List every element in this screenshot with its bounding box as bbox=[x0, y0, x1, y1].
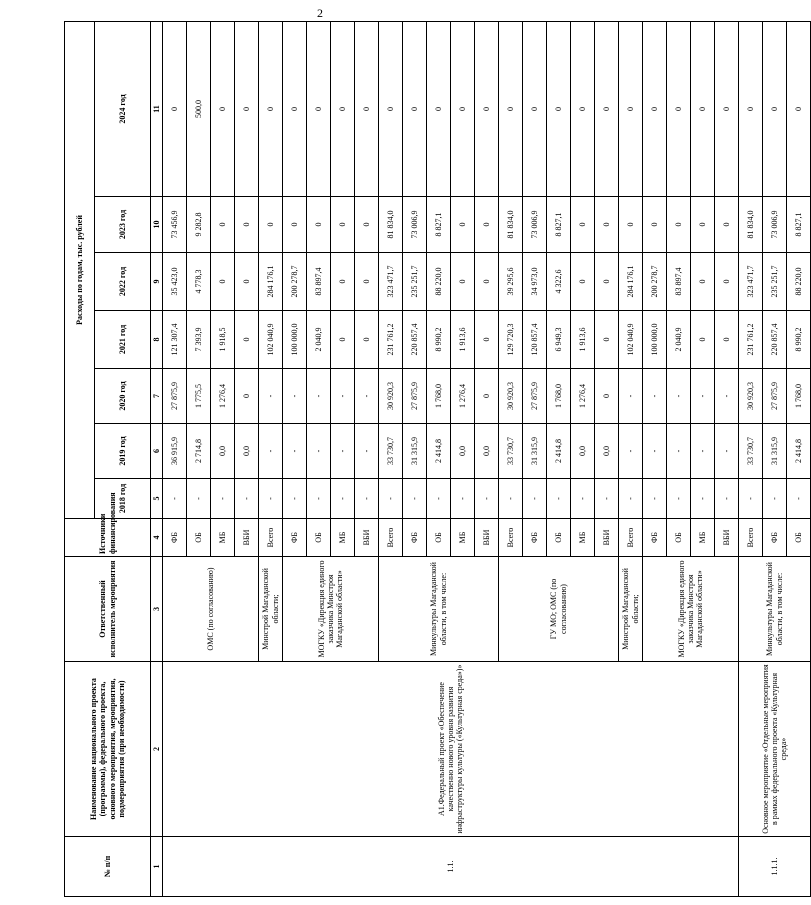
header-year: 2023 год bbox=[95, 197, 151, 253]
value-cell: 8 827,1 bbox=[547, 197, 571, 253]
value-cell: 235 251,7 bbox=[763, 253, 787, 311]
value-cell: 1 768,0 bbox=[427, 369, 451, 424]
value-cell: - bbox=[619, 369, 643, 424]
value-cell: - bbox=[283, 369, 307, 424]
header-name: Наименование национального проекта (программы), федерального проекта, основного мероприятия, мероприятия, подмероприятия (при необходимости) bbox=[65, 662, 151, 837]
value-cell: 323 471,7 bbox=[739, 253, 763, 311]
value-cell: - bbox=[355, 369, 379, 424]
value-cell: 2 414,8 bbox=[547, 424, 571, 479]
value-cell: 0 bbox=[235, 21, 259, 196]
value-cell: 0 bbox=[643, 197, 667, 253]
value-cell: - bbox=[715, 424, 739, 479]
source-cell: ФБ bbox=[283, 519, 307, 557]
column-index: 1 bbox=[151, 837, 163, 897]
value-cell: 0 bbox=[715, 21, 739, 196]
value-cell: 235 251,7 bbox=[403, 253, 427, 311]
value-cell: 0 bbox=[211, 21, 235, 196]
value-cell: 0 bbox=[691, 311, 715, 369]
value-cell: 0,0 bbox=[235, 424, 259, 479]
value-cell: 0 bbox=[595, 369, 619, 424]
value-cell: - bbox=[355, 479, 379, 519]
value-cell: 35 423,0 bbox=[163, 253, 187, 311]
executor-cell: Минкультуры Магаданской области, в том числе: bbox=[739, 557, 811, 662]
source-cell: МБ bbox=[451, 519, 475, 557]
source-cell: ОБ bbox=[787, 519, 811, 557]
value-cell: - bbox=[307, 479, 331, 519]
value-cell: - bbox=[787, 479, 811, 519]
value-cell: 4 322,6 bbox=[547, 253, 571, 311]
source-cell: МБ bbox=[211, 519, 235, 557]
value-cell: 0 bbox=[571, 253, 595, 311]
value-cell: 0 bbox=[403, 21, 427, 196]
value-cell: - bbox=[259, 479, 283, 519]
value-cell: 0 bbox=[235, 197, 259, 253]
executor-cell: ОМС (по согласованию) bbox=[163, 557, 259, 662]
header-year: 2024 год bbox=[95, 21, 151, 196]
value-cell: - bbox=[307, 369, 331, 424]
source-cell: МБ bbox=[691, 519, 715, 557]
value-cell: 83 897,4 bbox=[307, 253, 331, 311]
value-cell: - bbox=[187, 479, 211, 519]
value-cell: 0 bbox=[307, 197, 331, 253]
value-cell: - bbox=[667, 424, 691, 479]
value-cell: 0 bbox=[331, 253, 355, 311]
row-number: 1.1.1. bbox=[739, 837, 811, 897]
value-cell: 0 bbox=[475, 253, 499, 311]
header-year: 2020 год bbox=[95, 369, 151, 424]
page-content bbox=[64, 22, 803, 897]
source-cell: ОБ bbox=[547, 519, 571, 557]
value-cell: - bbox=[571, 479, 595, 519]
value-cell: - bbox=[523, 479, 547, 519]
value-cell: - bbox=[715, 479, 739, 519]
column-index: 11 bbox=[151, 21, 163, 196]
value-cell: 0 bbox=[691, 253, 715, 311]
value-cell: 220 857,4 bbox=[763, 311, 787, 369]
value-cell: 27 875,9 bbox=[163, 369, 187, 424]
value-cell: 34 973,0 bbox=[523, 253, 547, 311]
value-cell: 0 bbox=[475, 369, 499, 424]
value-cell: 0 bbox=[355, 197, 379, 253]
value-cell: - bbox=[403, 479, 427, 519]
value-cell: 0 bbox=[571, 197, 595, 253]
value-cell: 30 920,3 bbox=[739, 369, 763, 424]
source-cell: ОБ bbox=[307, 519, 331, 557]
executor-cell: ГУ МО; ОМС (по согласованию) bbox=[499, 557, 619, 662]
value-cell: - bbox=[667, 479, 691, 519]
value-cell: 73 006,9 bbox=[403, 197, 427, 253]
source-cell: ФБ bbox=[763, 519, 787, 557]
value-cell: 27 875,9 bbox=[523, 369, 547, 424]
value-cell: - bbox=[619, 479, 643, 519]
source-cell: ФБ bbox=[403, 519, 427, 557]
source-cell: ОБ bbox=[427, 519, 451, 557]
source-cell: МБ bbox=[571, 519, 595, 557]
value-cell: 0 bbox=[283, 197, 307, 253]
value-cell: 0 bbox=[571, 21, 595, 196]
value-cell: 73 006,9 bbox=[523, 197, 547, 253]
value-cell: 2 414,8 bbox=[427, 424, 451, 479]
header-row-top bbox=[65, 21, 95, 896]
value-cell: 39 295,6 bbox=[499, 253, 523, 311]
value-cell: 0 bbox=[715, 311, 739, 369]
value-cell: 1 775,5 bbox=[187, 369, 211, 424]
value-cell: 1 913,6 bbox=[571, 311, 595, 369]
value-cell: 102 040,9 bbox=[259, 311, 283, 369]
value-cell: 1 276,4 bbox=[451, 369, 475, 424]
value-cell: 8 990,2 bbox=[787, 311, 811, 369]
value-cell: 0 bbox=[451, 197, 475, 253]
value-cell: 4 778,3 bbox=[187, 253, 211, 311]
value-cell: 0 bbox=[619, 197, 643, 253]
executor-cell: МОГКУ «Дирекция единого заказчика Минстроя Магаданской области» bbox=[643, 557, 739, 662]
value-cell: 9 282,8 bbox=[187, 197, 211, 253]
source-cell: ВБИ bbox=[355, 519, 379, 557]
value-cell: 0 bbox=[715, 197, 739, 253]
column-index: 5 bbox=[151, 479, 163, 519]
value-cell: 0,0 bbox=[211, 424, 235, 479]
value-cell: - bbox=[211, 479, 235, 519]
row-name: Основное мероприятие «Отдельные мероприятия в рамках федерального проекта «Культурная среда» bbox=[739, 662, 811, 837]
value-cell: 31 315,9 bbox=[763, 424, 787, 479]
column-index: 8 bbox=[151, 311, 163, 369]
value-cell: - bbox=[331, 369, 355, 424]
value-cell: - bbox=[691, 424, 715, 479]
source-cell: Всего bbox=[499, 519, 523, 557]
header-source: Источники финансирования bbox=[65, 519, 151, 557]
value-cell: 0 bbox=[715, 253, 739, 311]
value-cell: 0 bbox=[595, 311, 619, 369]
value-cell: 2 040,9 bbox=[667, 311, 691, 369]
value-cell: 0 bbox=[691, 21, 715, 196]
value-cell: 81 834,0 bbox=[379, 197, 403, 253]
value-cell: 1 768,0 bbox=[547, 369, 571, 424]
value-cell: 0 bbox=[475, 21, 499, 196]
table-body bbox=[151, 21, 811, 896]
value-cell: 33 730,7 bbox=[499, 424, 523, 479]
value-cell: 500,0 bbox=[187, 21, 211, 196]
value-cell: 102 040,9 bbox=[619, 311, 643, 369]
value-cell: - bbox=[307, 424, 331, 479]
value-cell: 0 bbox=[235, 311, 259, 369]
value-cell: 30 920,3 bbox=[379, 369, 403, 424]
value-cell: - bbox=[235, 479, 259, 519]
value-cell: - bbox=[283, 424, 307, 479]
header-year: 2018 год bbox=[95, 479, 151, 519]
source-cell: Всего bbox=[379, 519, 403, 557]
header-year: 2022 год bbox=[95, 253, 151, 311]
column-index: 10 bbox=[151, 197, 163, 253]
table-row bbox=[163, 21, 187, 896]
value-cell: 0 bbox=[787, 21, 811, 196]
value-cell: - bbox=[643, 479, 667, 519]
value-cell: - bbox=[547, 479, 571, 519]
value-cell: 0 bbox=[595, 197, 619, 253]
value-cell: 0 bbox=[259, 21, 283, 196]
value-cell: 1 918,5 bbox=[211, 311, 235, 369]
value-cell: 0 bbox=[523, 21, 547, 196]
value-cell: 0 bbox=[307, 21, 331, 196]
value-cell: - bbox=[451, 479, 475, 519]
value-cell: 0 bbox=[235, 253, 259, 311]
value-cell: 33 730,7 bbox=[379, 424, 403, 479]
value-cell: - bbox=[715, 369, 739, 424]
value-cell: 31 315,9 bbox=[523, 424, 547, 479]
value-cell: 30 920,3 bbox=[499, 369, 523, 424]
value-cell: - bbox=[379, 479, 403, 519]
value-cell: 0 bbox=[355, 311, 379, 369]
executor-cell: Минстрой Магаданской области; bbox=[259, 557, 283, 662]
expenses-table bbox=[64, 21, 811, 897]
value-cell: - bbox=[331, 479, 355, 519]
value-cell: 284 176,1 bbox=[619, 253, 643, 311]
value-cell: 8 990,2 bbox=[427, 311, 451, 369]
value-cell: 1 913,6 bbox=[451, 311, 475, 369]
value-cell: - bbox=[355, 424, 379, 479]
value-cell: 0 bbox=[235, 369, 259, 424]
value-cell: 0,0 bbox=[475, 424, 499, 479]
value-cell: 1 276,4 bbox=[211, 369, 235, 424]
value-cell: - bbox=[331, 424, 355, 479]
value-cell: 2 040,9 bbox=[307, 311, 331, 369]
value-cell: 73 456,9 bbox=[163, 197, 187, 253]
value-cell: 83 897,4 bbox=[667, 253, 691, 311]
value-cell: - bbox=[259, 369, 283, 424]
header-expenses: Расходы по годам, тыс. рублей bbox=[65, 21, 95, 518]
column-index: 3 bbox=[151, 557, 163, 662]
value-cell: 1 768,0 bbox=[787, 369, 811, 424]
header-year: 2021 год bbox=[95, 311, 151, 369]
source-cell: Всего bbox=[619, 519, 643, 557]
value-cell: 0 bbox=[547, 21, 571, 196]
value-cell: 129 720,3 bbox=[499, 311, 523, 369]
value-cell: - bbox=[643, 369, 667, 424]
value-cell: 120 857,4 bbox=[523, 311, 547, 369]
table-row bbox=[739, 21, 763, 896]
header-num: № п/п bbox=[65, 837, 151, 897]
value-cell: 284 176,1 bbox=[259, 253, 283, 311]
column-index: 6 bbox=[151, 424, 163, 479]
value-cell: - bbox=[595, 479, 619, 519]
value-cell: 0,0 bbox=[571, 424, 595, 479]
value-cell: 81 834,0 bbox=[499, 197, 523, 253]
value-cell: - bbox=[427, 479, 451, 519]
value-cell: 200 278,7 bbox=[283, 253, 307, 311]
source-cell: ВБИ bbox=[595, 519, 619, 557]
column-index: 7 bbox=[151, 369, 163, 424]
header-executor: Ответственный исполнитель мероприятия bbox=[65, 557, 151, 662]
value-cell: 81 834,0 bbox=[739, 197, 763, 253]
value-cell: 36 915,9 bbox=[163, 424, 187, 479]
value-cell: 0 bbox=[643, 21, 667, 196]
value-cell: 0,0 bbox=[451, 424, 475, 479]
value-cell: 0 bbox=[355, 21, 379, 196]
value-cell: - bbox=[283, 479, 307, 519]
value-cell: 8 827,1 bbox=[427, 197, 451, 253]
value-cell: - bbox=[739, 479, 763, 519]
value-cell: - bbox=[667, 369, 691, 424]
value-cell: - bbox=[475, 479, 499, 519]
value-cell: 0 bbox=[499, 21, 523, 196]
column-index: 9 bbox=[151, 253, 163, 311]
value-cell: 0 bbox=[283, 21, 307, 196]
value-cell: 0 bbox=[691, 197, 715, 253]
source-cell: ВБИ bbox=[715, 519, 739, 557]
value-cell: 0 bbox=[379, 21, 403, 196]
value-cell: 0 bbox=[259, 197, 283, 253]
value-cell: 0 bbox=[163, 21, 187, 196]
value-cell: 88 220,0 bbox=[427, 253, 451, 311]
value-cell: 27 875,9 bbox=[403, 369, 427, 424]
value-cell: 0 bbox=[763, 21, 787, 196]
value-cell: 121 307,4 bbox=[163, 311, 187, 369]
value-cell: 100 000,0 bbox=[283, 311, 307, 369]
page-number: 2 bbox=[317, 6, 323, 20]
source-cell: ВБИ bbox=[475, 519, 499, 557]
value-cell: 0 bbox=[427, 21, 451, 196]
value-cell: 231 761,2 bbox=[379, 311, 403, 369]
value-cell: 2 714,8 bbox=[187, 424, 211, 479]
value-cell: - bbox=[499, 479, 523, 519]
value-cell: 323 471,7 bbox=[379, 253, 403, 311]
value-cell: - bbox=[763, 479, 787, 519]
value-cell: 0 bbox=[355, 253, 379, 311]
executor-cell: МОГКУ «Дирекция единого заказчика Минстроя Магаданской области» bbox=[283, 557, 379, 662]
value-cell: 2 414,8 bbox=[787, 424, 811, 479]
value-cell: 0 bbox=[739, 21, 763, 196]
row-number: 1.1. bbox=[163, 837, 739, 897]
source-cell: ФБ bbox=[643, 519, 667, 557]
value-cell: - bbox=[163, 479, 187, 519]
row-name: А1.Федеральный проект «Обеспечение качественно нового уровня развития инфраструктуры культуры («Культурная среда»)» bbox=[163, 662, 739, 837]
value-cell: 0 bbox=[595, 253, 619, 311]
value-cell: 0 bbox=[595, 21, 619, 196]
source-cell: ОБ bbox=[187, 519, 211, 557]
value-cell: 0 bbox=[331, 311, 355, 369]
source-cell: ОБ bbox=[667, 519, 691, 557]
value-cell: 73 006,9 bbox=[763, 197, 787, 253]
value-cell: - bbox=[691, 479, 715, 519]
value-cell: 0 bbox=[667, 21, 691, 196]
value-cell: 0 bbox=[475, 311, 499, 369]
column-index: 2 bbox=[151, 662, 163, 837]
source-cell: ФБ bbox=[163, 519, 187, 557]
value-cell: - bbox=[259, 424, 283, 479]
value-cell: 100 000,0 bbox=[643, 311, 667, 369]
source-cell: ФБ bbox=[523, 519, 547, 557]
source-cell: ВБИ bbox=[235, 519, 259, 557]
value-cell: 31 315,9 bbox=[403, 424, 427, 479]
column-index: 4 bbox=[151, 519, 163, 557]
value-cell: 33 730,7 bbox=[739, 424, 763, 479]
value-cell: 8 827,1 bbox=[787, 197, 811, 253]
value-cell: 220 857,4 bbox=[403, 311, 427, 369]
value-cell: 0 bbox=[331, 21, 355, 196]
value-cell: - bbox=[643, 424, 667, 479]
source-cell: МБ bbox=[331, 519, 355, 557]
value-cell: 27 875,9 bbox=[763, 369, 787, 424]
value-cell: 231 761,2 bbox=[739, 311, 763, 369]
value-cell: 0 bbox=[211, 197, 235, 253]
value-cell: 0 bbox=[475, 197, 499, 253]
value-cell: 200 278,7 bbox=[643, 253, 667, 311]
value-cell: 1 276,4 bbox=[571, 369, 595, 424]
source-cell: Всего bbox=[259, 519, 283, 557]
column-index-row bbox=[151, 21, 163, 896]
value-cell: 88 220,0 bbox=[787, 253, 811, 311]
value-cell: 6 949,3 bbox=[547, 311, 571, 369]
executor-cell: Минкультуры Магаданской области, в том числе: bbox=[379, 557, 499, 662]
value-cell: 0 bbox=[211, 253, 235, 311]
value-cell: - bbox=[619, 424, 643, 479]
executor-cell: Минстрой Магаданской области; bbox=[619, 557, 643, 662]
value-cell: 0 bbox=[619, 21, 643, 196]
value-cell: 0 bbox=[451, 253, 475, 311]
value-cell: 0,0 bbox=[595, 424, 619, 479]
source-cell: Всего bbox=[739, 519, 763, 557]
value-cell: - bbox=[691, 369, 715, 424]
value-cell: 7 393,9 bbox=[187, 311, 211, 369]
header-year: 2019 год bbox=[95, 424, 151, 479]
value-cell: 0 bbox=[331, 197, 355, 253]
rotated-table-container bbox=[64, 22, 803, 897]
value-cell: 0 bbox=[451, 21, 475, 196]
value-cell: 0 bbox=[667, 197, 691, 253]
